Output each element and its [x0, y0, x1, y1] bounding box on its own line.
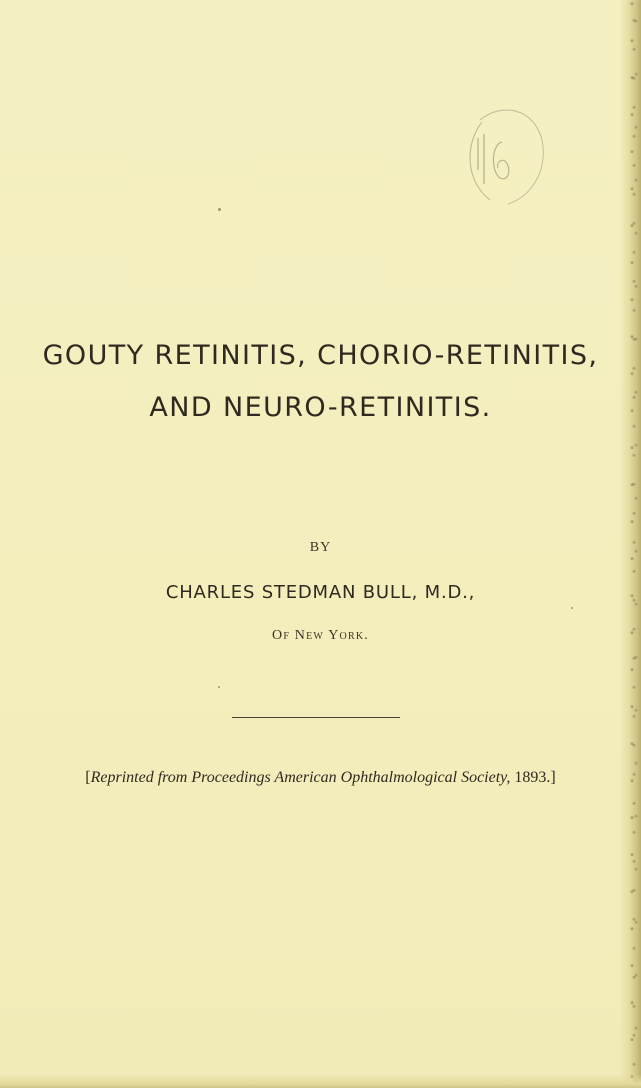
paper-speck [218, 686, 220, 688]
page-edge-bottom [0, 1074, 641, 1088]
reprint-year: 1893.] [510, 769, 556, 786]
author-name: CHARLES STEDMAN BULL, M.D., [165, 582, 476, 603]
paper-speck [218, 208, 221, 211]
divider-rule [232, 717, 400, 718]
author-affiliation: Of New York. [272, 628, 369, 643]
title-line-1: GOUTY RETINITIS, CHORIO-RETINITIS, [42, 340, 599, 371]
reprint-note [0, 769, 641, 787]
reprint-open-bracket: [ [85, 769, 91, 786]
pencil-annotation [462, 100, 552, 210]
reprint-source: Reprinted from Proceedings American Ophthalmological Society, [90, 769, 511, 786]
by-line: BY [309, 540, 332, 555]
title-line-2: AND NEURO-RETINITIS. [149, 392, 492, 423]
paper-speck [571, 607, 573, 609]
